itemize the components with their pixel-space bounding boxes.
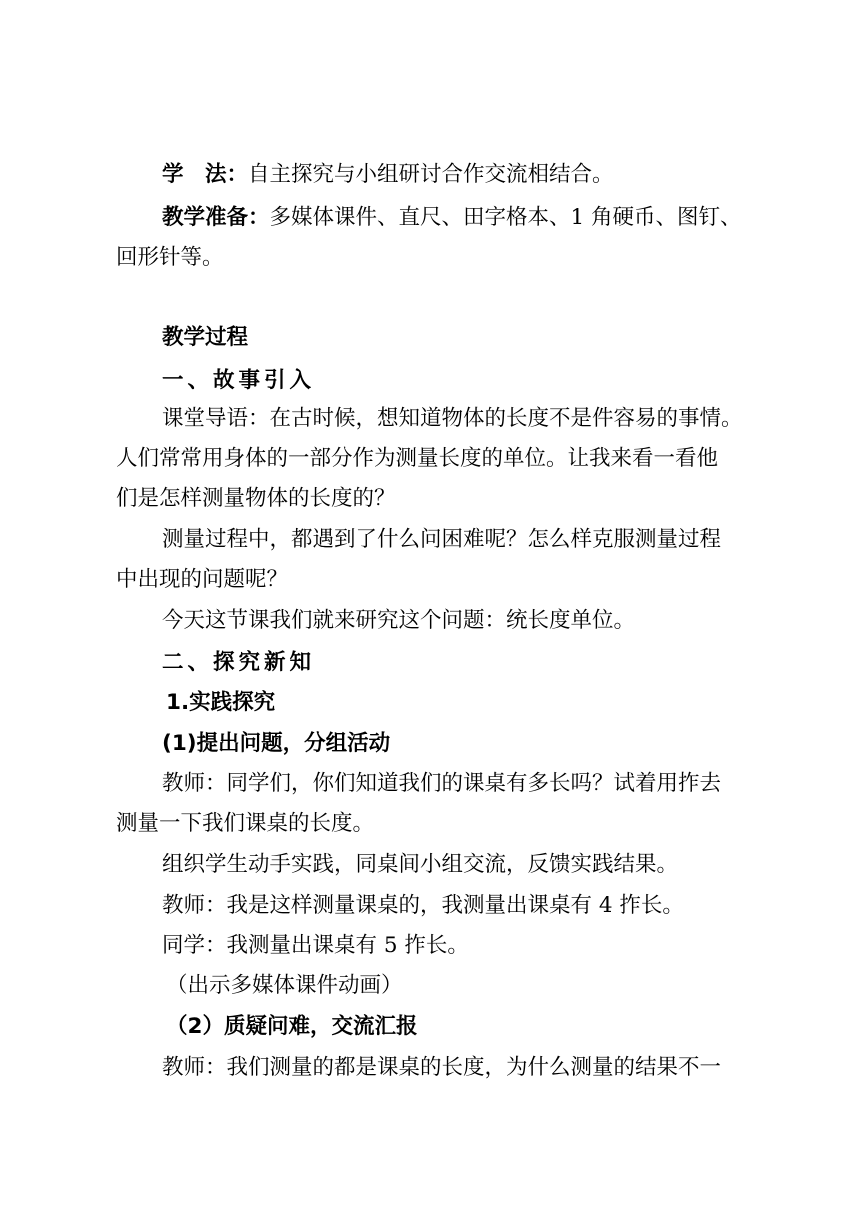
teaching-prep-text-cont: 回形针等。 bbox=[116, 245, 224, 270]
intro-paragraph-line-2: 人们常常用身体的一部分作为测量长度的单位。让我来看一看他 bbox=[116, 446, 719, 471]
teacher-paragraph-2: 教师：我是这样测量课桌的，我测量出课桌有 4 拃长。 bbox=[162, 893, 684, 918]
teacher-paragraph-1-line-2: 测量一下我们课桌的长度。 bbox=[116, 811, 375, 836]
subheading-practice: 1.实践探究 bbox=[166, 690, 276, 715]
learning-method-line bbox=[162, 160, 756, 190]
difficulty-paragraph-line-2: 中出现的问题呢？ bbox=[116, 567, 289, 592]
intro-paragraph-line-3: 们是怎样测量物体的长度的？ bbox=[116, 486, 396, 511]
subheading-raise-question: (1)提出问题，分组活动 bbox=[162, 731, 391, 756]
subheading-question-discuss: （2）质疑问难，交流汇报 bbox=[166, 1014, 418, 1039]
teacher-paragraph-1-line-1: 教师：同学们，你们知道我们的课桌有多长吗？试着用拃去 bbox=[162, 771, 722, 796]
teaching-prep-line bbox=[162, 203, 756, 233]
teaching-process-title: 教学过程 bbox=[162, 325, 249, 350]
section-heading-explore: 二、探究新知 bbox=[162, 650, 316, 675]
teaching-prep-text: 多媒体课件、直尺、田字格本、1 角硬币、图钉、 bbox=[269, 205, 742, 230]
today-topic-paragraph: 今天这节课我们就来研究这个问题：统长度单位。 bbox=[162, 608, 636, 633]
teacher-paragraph-3: 教师：我们测量的都是课桌的长度，为什么测量的结果不一 bbox=[162, 1055, 722, 1080]
teaching-prep-label: 教学准备： bbox=[162, 205, 270, 230]
intro-paragraph-line-1: 课堂导语：在古时候，想知道物体的长度不是件容易的事情。 bbox=[162, 406, 743, 431]
section-heading-story-intro: 一、故事引入 bbox=[162, 368, 316, 393]
student-paragraph: 同学：我测量出课桌有 5 拃长。 bbox=[162, 933, 469, 958]
learning-method-text: 自主探究与小组研讨合作交流相结合。 bbox=[248, 162, 614, 187]
difficulty-paragraph-line-1: 测量过程中，都遇到了什么问困难呢？怎么样克服测量过程 bbox=[162, 527, 722, 552]
organize-paragraph: 组织学生动手实践，同桌间小组交流，反馈实践结果。 bbox=[162, 852, 679, 877]
learning-method-label: 学 法： bbox=[162, 162, 249, 187]
show-courseware-note: （出示多媒体课件动画） bbox=[166, 973, 403, 998]
